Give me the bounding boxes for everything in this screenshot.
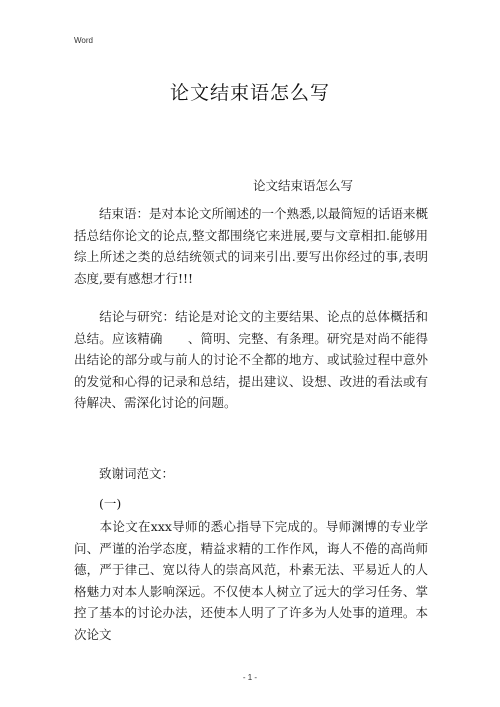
paragraph-section-one: (一) (74, 496, 122, 511)
document-title: 论文结束语怎么写 (169, 82, 330, 104)
header-app-label: Word (74, 36, 93, 45)
document-subtitle: 论文结束语怎么写 (253, 178, 354, 193)
paragraph-acknowledgement-body: 本论文在xxx导师的悉心指导下完成的。导师渊博的专业学问、严谨的治学态度，精益求精的工作作风，诲人不倦的高尚师德，严于律己、宽以待人的崇高风范，朴素无法、平易近人的人格魅力对本人影响深远。不仅使本人树立了远大的学习任务、掌控了基本的讨论办法，还使本人明了了许多为人处事的道理。本次论文 (74, 519, 428, 642)
paragraph-acknowledgement-heading: 致谢词范文： (74, 466, 175, 481)
page-number: - 1 - (242, 673, 258, 682)
paragraph-conclusion-definition: 结束语：是对本论文所阐述的一个熟悉,以最简短的话语来概括总结你论文的论点,整文都围绕它来进展,要与文章相扣.能够用综上所述之类的总结统领式的词来引出.要写出你经过的事,表明态度,要有感想才行!!! (74, 206, 428, 286)
paragraph-conclusion-and-research: 结论与研究：结论是对论文的主要结果、论点的总体概括和总结。应该精确 、简明、完整、有条理。研究是对尚不能得出结论的部分或与前人的讨论不全都的地方、或试验过程中意外的发觉和心得的记录和总结，提出建议、设想、改进的看法或有待解决、需深化讨论的问题。 (74, 309, 428, 410)
